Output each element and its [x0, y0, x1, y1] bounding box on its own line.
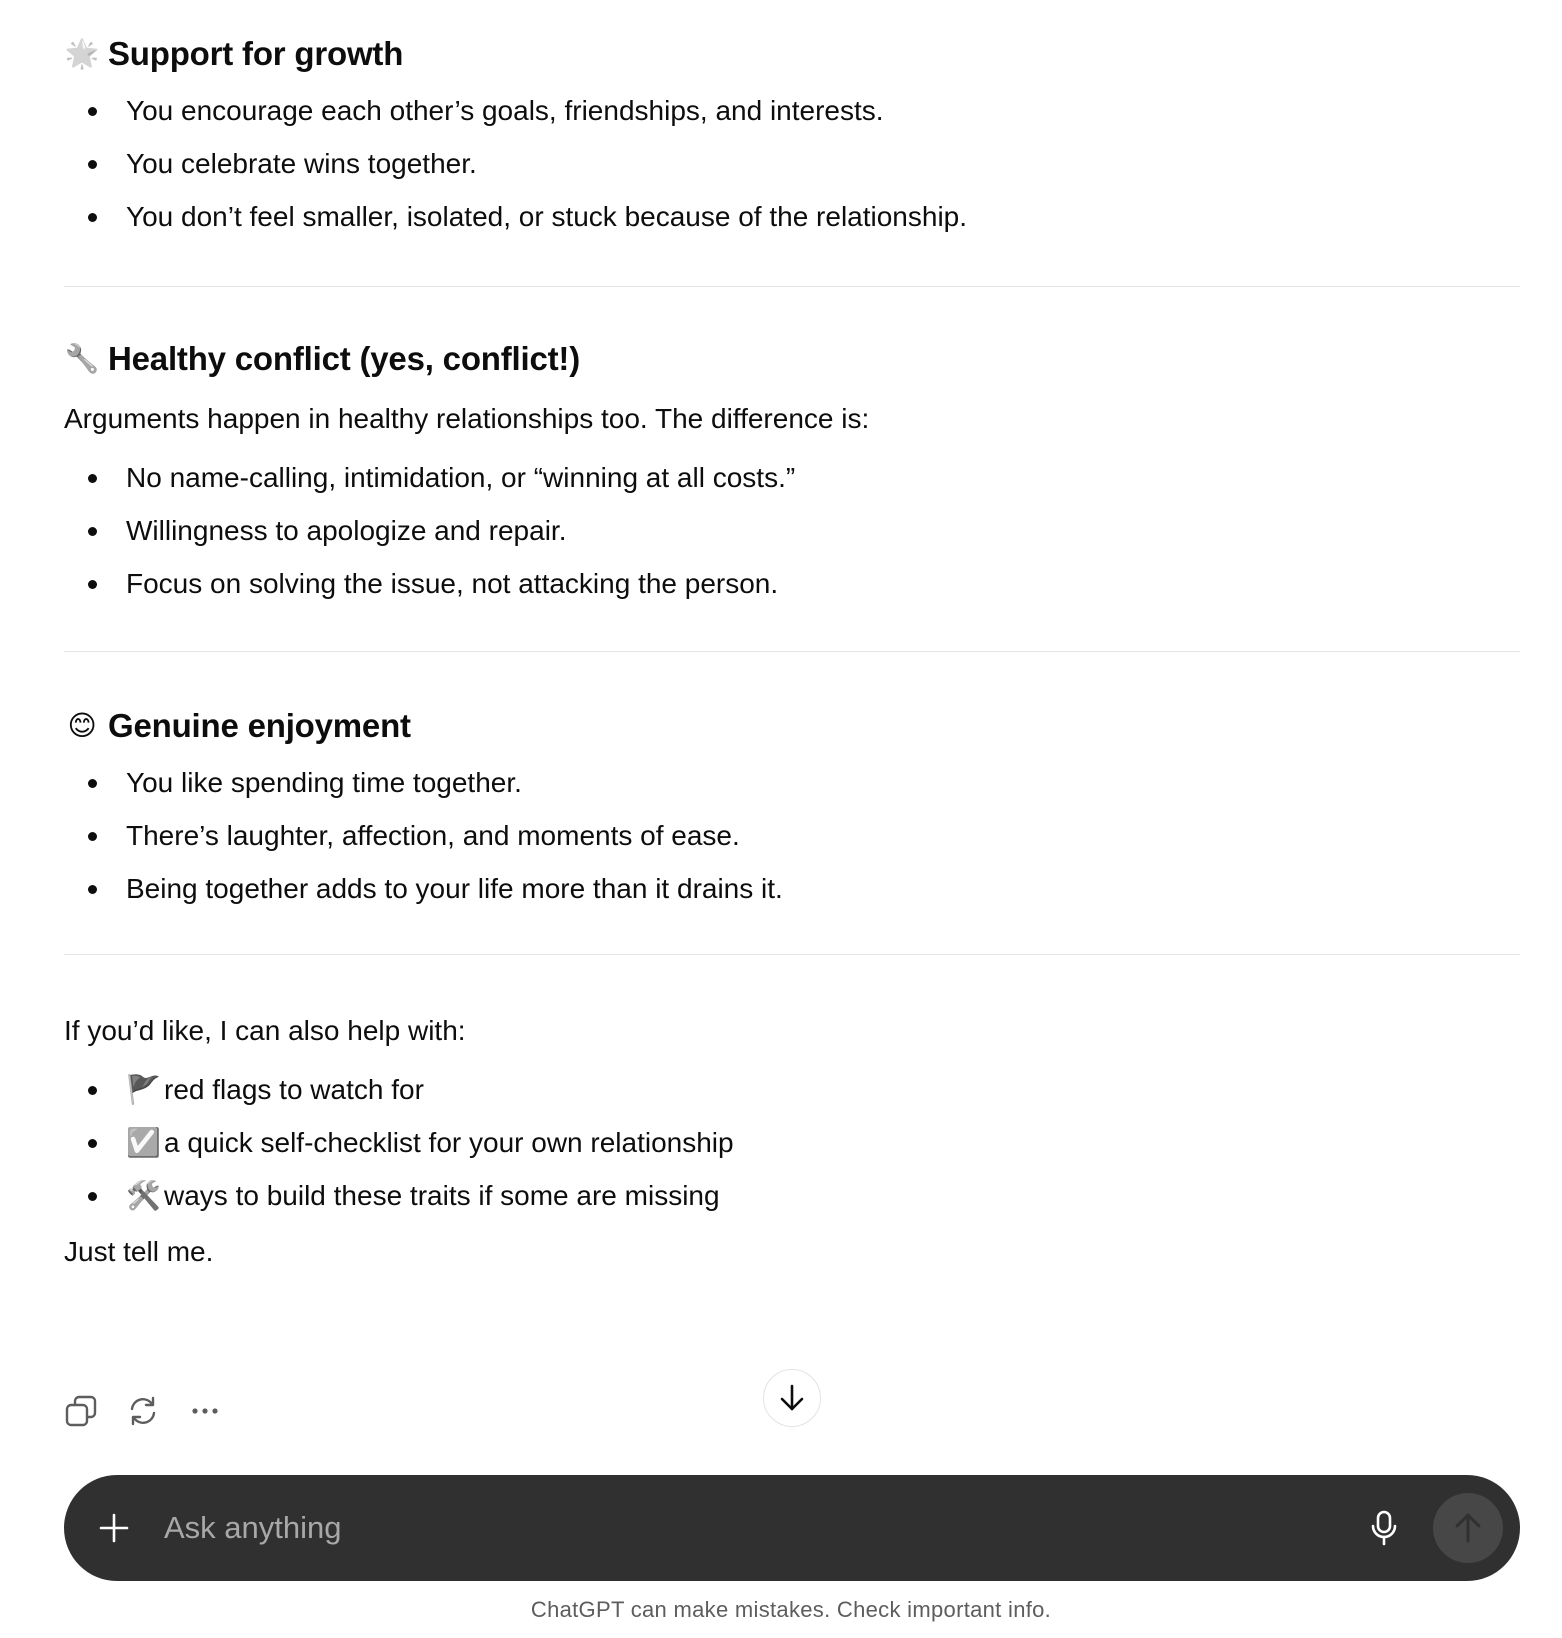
regenerate-icon — [127, 1395, 159, 1427]
list-item: There’s laughter, affection, and moments of ease. — [64, 809, 1520, 862]
smiling-face-icon: 😊 — [67, 710, 97, 741]
prompt-input[interactable] — [164, 1503, 1264, 1553]
arrow-up-icon — [1453, 1512, 1483, 1544]
assistant-message — [64, 28, 1520, 1272]
section-title: Support for growth — [108, 35, 404, 72]
copy-icon — [65, 1395, 97, 1427]
bullet-list — [64, 1063, 1520, 1222]
wrench-icon: 🔧 — [64, 343, 100, 374]
list-item — [64, 1116, 1520, 1169]
section-divider — [64, 651, 1520, 652]
list-item: You don’t feel smaller, isolated, or stuck because of the relationship. — [64, 190, 1520, 243]
glowing-star-icon: 🌟 — [64, 38, 100, 69]
section-support-for-growth — [64, 28, 1520, 243]
section-intro: Arguments happen in healthy relationships too. The difference is: — [64, 403, 870, 434]
closing-outro: Just tell me. — [64, 1236, 214, 1267]
check-box-icon: ☑️ — [126, 1127, 161, 1158]
list-item-text: a quick self-checklist for your own relationship — [164, 1127, 734, 1158]
message-actions — [64, 1394, 222, 1428]
list-item: You like spending time together. — [64, 756, 1520, 809]
list-item: Being together adds to your life more than it drains it. — [64, 862, 1520, 915]
list-item: You celebrate wins together. — [64, 137, 1520, 190]
composer — [64, 1475, 1520, 1581]
section-divider — [64, 954, 1520, 955]
hammer-and-wrench-icon: 🛠️ — [126, 1180, 161, 1211]
list-item: Focus on solving the issue, not attacking the person. — [64, 557, 1520, 610]
section-heading — [64, 28, 1520, 80]
disclaimer: ChatGPT can make mistakes. Check important info. — [530, 1597, 1052, 1622]
section-divider — [64, 286, 1520, 287]
section-healthy-conflict — [64, 333, 1520, 610]
section-heading — [64, 333, 1520, 385]
section-title: Genuine enjoyment — [108, 707, 411, 744]
list-item-text: red flags to watch for — [164, 1074, 424, 1105]
arrow-down-icon — [777, 1383, 807, 1413]
send-button[interactable] — [1433, 1493, 1503, 1563]
bullet-list — [64, 451, 1520, 610]
regenerate-button[interactable] — [126, 1394, 160, 1428]
bullet-list — [64, 84, 1520, 243]
closing-block — [64, 1011, 1520, 1272]
list-item — [64, 1169, 1520, 1222]
copy-button[interactable] — [64, 1394, 98, 1428]
more-options-button[interactable] — [188, 1394, 222, 1428]
scroll-to-bottom-button[interactable] — [763, 1369, 821, 1427]
red-flag-icon: 🚩 — [126, 1074, 161, 1105]
closing-intro: If you’d like, I can also help with: — [64, 1015, 466, 1046]
list-item: No name-calling, intimidation, or “winning at all costs.” — [64, 451, 1520, 504]
list-item-text: ways to build these traits if some are missing — [164, 1180, 720, 1211]
list-item: Willingness to apologize and repair. — [64, 504, 1520, 557]
more-options-icon — [189, 1395, 221, 1427]
microphone-icon — [1370, 1510, 1398, 1546]
voice-input-button[interactable] — [1364, 1508, 1404, 1548]
bullet-list — [64, 756, 1520, 915]
plus-icon — [98, 1512, 130, 1544]
section-title: Healthy conflict (yes, conflict!) — [108, 340, 580, 377]
list-item: You encourage each other’s goals, friendships, and interests. — [64, 84, 1520, 137]
add-attachment-button[interactable] — [94, 1508, 134, 1548]
section-genuine-enjoyment — [64, 700, 1520, 915]
section-heading — [64, 700, 1520, 752]
list-item — [64, 1063, 1520, 1116]
